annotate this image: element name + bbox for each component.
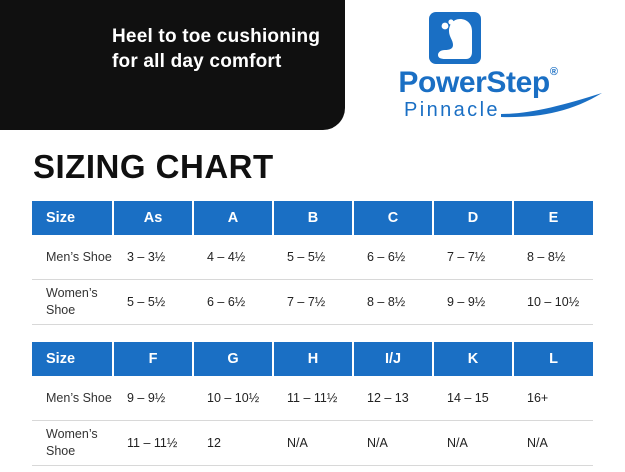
- cell-mens-b: 5 – 5½: [273, 235, 353, 280]
- cell-womens-f: 11 – 11½: [113, 421, 193, 466]
- cell-womens-e: 10 – 10½: [513, 280, 593, 325]
- column-header-f: F: [113, 342, 193, 376]
- page-title: SIZING CHART: [33, 148, 274, 185]
- cell-mens-c: 6 – 6½: [353, 235, 433, 280]
- cell-womens-k: N/A: [433, 421, 513, 466]
- table-header-row: [32, 201, 593, 235]
- cell-womens-c: 8 – 8½: [353, 280, 433, 325]
- sizing-table-2: [32, 342, 593, 466]
- cell-mens-as: 3 – 3½: [113, 235, 193, 280]
- column-header-b: B: [273, 201, 353, 235]
- sizing-table-1: [32, 201, 593, 325]
- row-label-womens-shoe: Women’s Shoe: [32, 280, 113, 325]
- column-header-a: A: [193, 201, 273, 235]
- cell-mens-h: 11 – 11½: [273, 376, 353, 421]
- brand-logo: [347, 8, 607, 130]
- cell-womens-l: N/A: [513, 421, 593, 466]
- swoosh-icon: [499, 92, 604, 123]
- table-row: [32, 235, 593, 280]
- column-header-size: Size: [32, 201, 113, 235]
- cell-mens-a: 4 – 4½: [193, 235, 273, 280]
- promo-banner-text: Heel to toe cushioning for all day comfort: [112, 26, 321, 73]
- cell-mens-f: 9 – 9½: [113, 376, 193, 421]
- column-header-g: G: [193, 342, 273, 376]
- cell-womens-ij: N/A: [353, 421, 433, 466]
- cell-womens-g: 12: [193, 421, 273, 466]
- column-header-d: D: [433, 201, 513, 235]
- cell-womens-d: 9 – 9½: [433, 280, 513, 325]
- column-header-size: Size: [32, 342, 113, 376]
- cell-mens-g: 10 – 10½: [193, 376, 273, 421]
- cell-mens-k: 14 – 15: [433, 376, 513, 421]
- cell-mens-d: 7 – 7½: [433, 235, 513, 280]
- table-row: [32, 376, 593, 421]
- promo-banner: [0, 0, 345, 130]
- product-line-label: Pinnacle: [404, 99, 500, 121]
- table-header-row: [32, 342, 593, 376]
- row-label-mens-shoe: Men’s Shoe: [32, 235, 113, 280]
- foot-logo-icon: [429, 12, 481, 64]
- cell-womens-a: 6 – 6½: [193, 280, 273, 325]
- row-label-mens-shoe: Men’s Shoe: [32, 376, 113, 421]
- column-header-c: C: [353, 201, 433, 235]
- cell-womens-as: 5 – 5½: [113, 280, 193, 325]
- column-header-e: E: [513, 201, 593, 235]
- cell-mens-e: 8 – 8½: [513, 235, 593, 280]
- registered-mark: ®: [549, 66, 558, 78]
- cell-womens-h: N/A: [273, 421, 353, 466]
- column-header-l: L: [513, 342, 593, 376]
- column-header-h: H: [273, 342, 353, 376]
- cell-womens-b: 7 – 7½: [273, 280, 353, 325]
- cell-mens-l: 16+: [513, 376, 593, 421]
- column-header-as: As: [113, 201, 193, 235]
- table-row: [32, 280, 593, 325]
- brand-name: PowerStep: [398, 66, 550, 99]
- cell-mens-ij: 12 – 13: [353, 376, 433, 421]
- table-row: [32, 421, 593, 466]
- column-header-k: K: [433, 342, 513, 376]
- row-label-womens-shoe: Women’s Shoe: [32, 421, 113, 466]
- column-header-ij: I/J: [353, 342, 433, 376]
